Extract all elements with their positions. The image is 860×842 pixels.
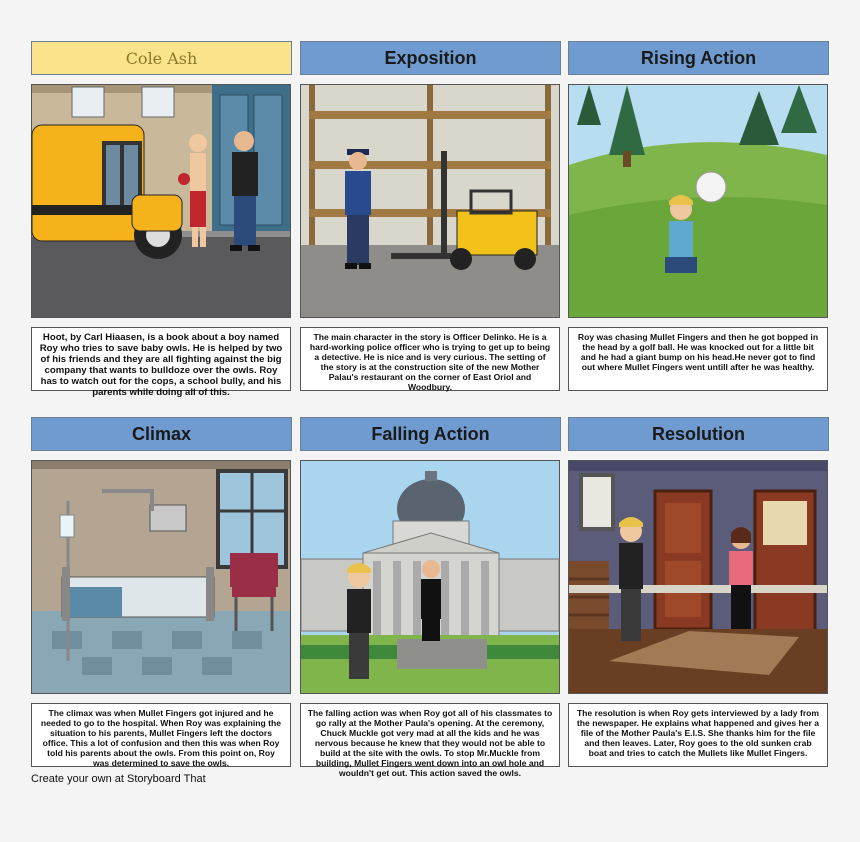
panel-1-scene: [31, 84, 291, 318]
panel-4-title: Climax: [31, 417, 292, 451]
panel-1-caption: Hoot, by Carl Hiaasen, is a book about a boy named Roy who tries to save baby owls. He is helped by two of his friends and they are all fighting against the big company that wants to bulldoze over the owls. Roy has to watch out for the cops, a school bully, and his parents while doing all of this.: [31, 327, 291, 391]
footer-credit[interactable]: Create your own at Storyboard That: [31, 773, 206, 785]
panel-6-title: Resolution: [568, 417, 829, 451]
panel-5-scene: [300, 460, 560, 694]
panel-6-caption: The resolution is when Roy gets interviewed by a lady from the newspaper. He explains what happened and gives her a file of the Mother Paula's E.I.S. She thanks him for the file and then leaves. Later, Roy goes to the old sunken crab boat and tries to catch the Mullets like Mullet Fingers.: [568, 703, 828, 767]
panel-4-scene: [31, 460, 291, 694]
panel-3-title: Rising Action: [568, 41, 829, 75]
panel-3-scene: [568, 84, 828, 318]
panel-4-caption: The climax was when Mullet Fingers got injured and he needed to go to the hospital. When Roy was explaining the situation to his parents, Mullet Fingers left the doctors office. This a lot of confusion and then this was when Roy told his parents about the owls. From this point on, Roy was determined to save the owls.: [31, 703, 291, 767]
panel-6-scene: [568, 460, 828, 694]
panel-2-scene: [300, 84, 560, 318]
panel-5-caption: The falling action was when Roy got all of his classmates to go rally at the Mother Paula's opening. At the ceremony, Chuck Muckle got very mad at all the kids and he was nervous because he knew that they would not be able to build at the site with the owls. To stop Mr.Muckle from building, Mullet Fingers went down into an owl hole and wouldn't get out. This action saved the owls.: [300, 703, 560, 767]
panel-2-title: Exposition: [300, 41, 561, 75]
panel-2-caption: The main character in the story is Officer Delinko. He is a hard-working police officer who is trying to get up to being a detective. He is nice and is very curious. The setting of the story is at the construction site of the new Mother Palau's restaurant on the corner of East Oriol and Woodbury.: [300, 327, 560, 391]
panel-3-caption: Roy was chasing Mullet Fingers and then he got bopped in the head by a golf ball. He was knocked out for a little bit and he had a giant bump on his head.He never got to find out where Mullet Fingers went untill after he was healthy.: [568, 327, 828, 391]
panel-5-title: Falling Action: [300, 417, 561, 451]
panel-1-title: Cole Ash: [31, 41, 292, 75]
